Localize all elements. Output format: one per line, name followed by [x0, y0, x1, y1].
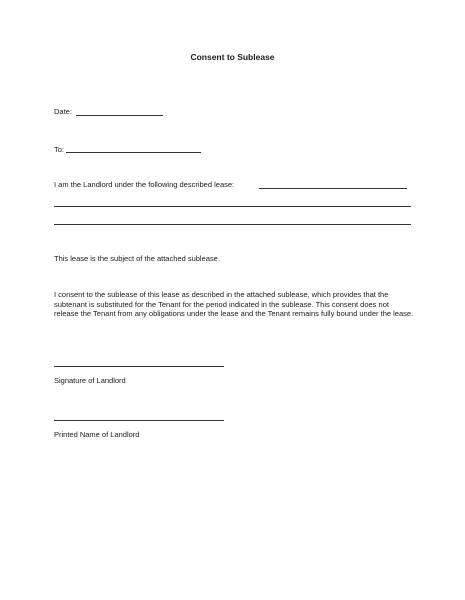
date-label: Date: — [54, 107, 72, 116]
landlord-statement: I am the Landlord under the following described lease: — [54, 180, 235, 189]
lease-description-line-1[interactable] — [259, 188, 407, 189]
date-field-line[interactable] — [76, 115, 163, 116]
printed-name-line[interactable] — [54, 420, 224, 421]
lease-subject-text: This lease is the subject of the attached sublease. — [54, 254, 220, 263]
document-title: Consent to Sublease — [190, 52, 275, 62]
lease-description-line-3[interactable] — [54, 224, 411, 225]
printed-name-label: Printed Name of Landlord — [54, 430, 140, 439]
lease-description-line-2[interactable] — [54, 206, 411, 207]
to-field-line[interactable] — [66, 152, 201, 153]
signature-label: Signature of Landlord — [54, 376, 126, 385]
consent-paragraph: I consent to the sublease of this lease as described in the attached sublease, which provides that the subtenant is substituted for the Tenant for the period indicated in the sublease. This consent does not release the Tenant from any obligations under the lease and the Tenant remains fully bound under the lease. — [54, 290, 414, 319]
to-label: To: — [54, 145, 65, 154]
signature-line[interactable] — [54, 366, 224, 367]
